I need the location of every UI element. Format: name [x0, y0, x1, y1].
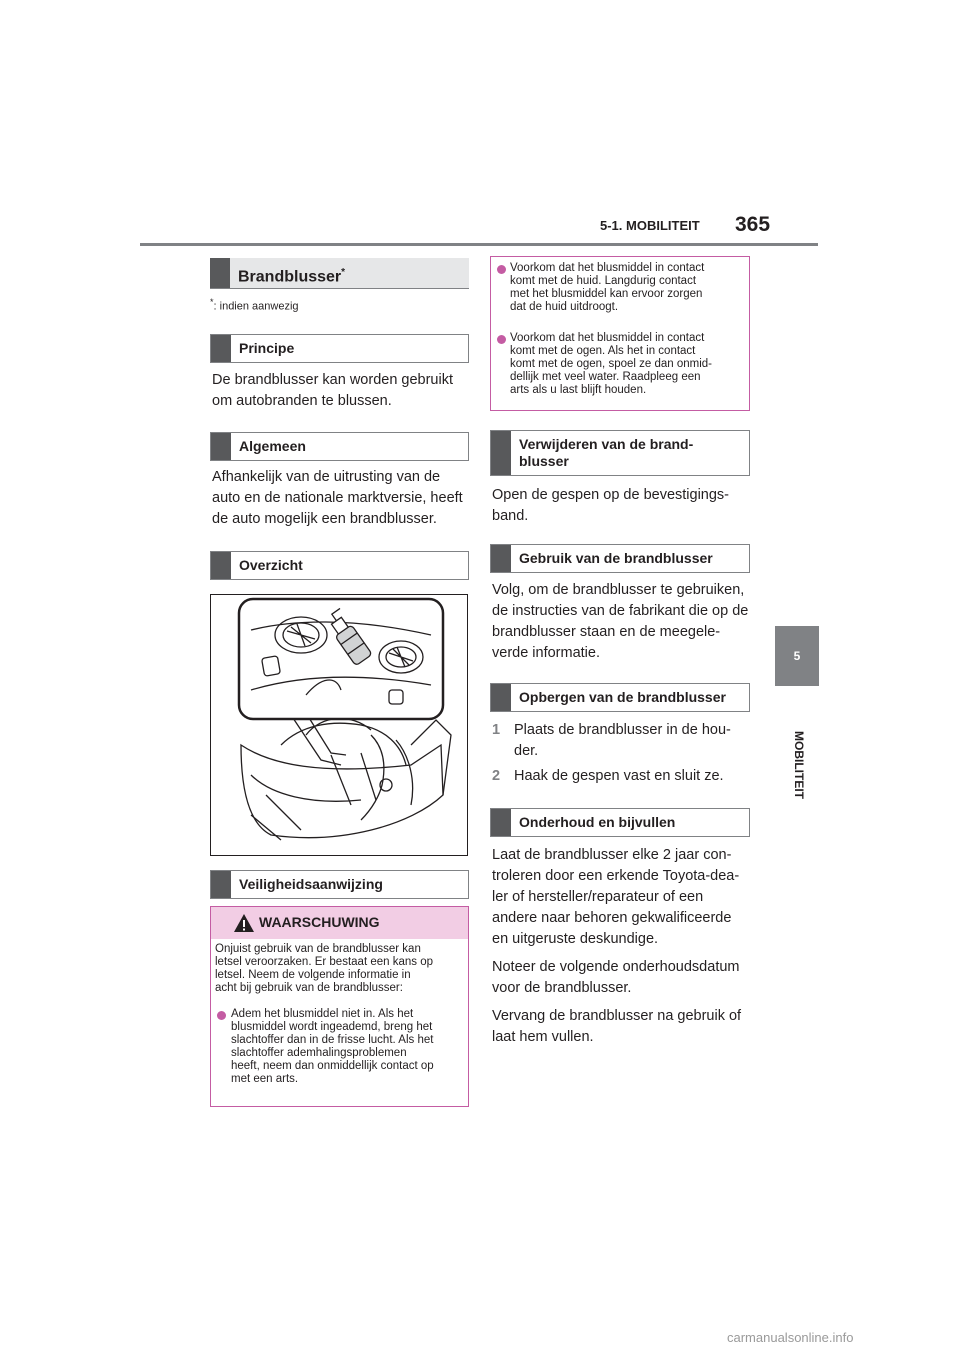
title-heading: [210, 258, 469, 289]
step-2: [492, 766, 500, 787]
heading-label: Algemeen: [239, 438, 306, 454]
heading-label: Onderhoud en bijvullen: [519, 814, 676, 830]
warning-box-continued: [490, 256, 750, 411]
step-1-text: Plaats de brandblusser in de hou- der.: [514, 722, 731, 759]
car-interior-illustration: [211, 595, 467, 855]
warning-triangle-icon: [233, 913, 255, 933]
bullet-icon: [217, 1011, 226, 1020]
heading-label: Principe: [239, 340, 295, 356]
watermark: carmanualsonline.info: [727, 1330, 854, 1345]
page-title: Brandblusser*: [238, 267, 346, 286]
page-number: 365: [735, 213, 771, 236]
heading-gebruik: [490, 544, 750, 573]
warning-header: [211, 907, 468, 939]
warning-box: [210, 906, 469, 1107]
chapter-side-label: MOBILITEIT: [792, 731, 806, 799]
heading-label: Gebruik van de brandblusser: [519, 550, 713, 566]
verwijderen-text: Open de gespen op de bevestigings- band.: [492, 487, 730, 524]
warning-title: WAARSCHUWING: [259, 914, 380, 930]
onderhoud-text: Laat de brandblusser elke 2 jaar con- troleren door een erkende Toyota-dea- ler of hersteller/reparateur of een andere naar behoren gekwalificeerde en uitgeruste deskundige. Noteer de volgende onderhoudsdatum voor de brandblusser. Vervang de brandblusser na gebruik of laat hem vullen.: [492, 847, 742, 1045]
heading-opbergen: [490, 683, 750, 712]
heading-label: Overzicht: [239, 557, 303, 573]
overview-illustration: [210, 594, 468, 856]
header-rule: [140, 243, 818, 246]
warning-bullet: Adem het blusmiddel niet in. Als het blusmiddel wordt ingeademd, breng het slachtoffer dan in de frisse lucht. Als het slachtoffer ademhalingsproblemen heeft, neem dan onmiddellijk contact op met een arts.: [231, 1008, 434, 1085]
gebruik-text: Volg, om de brandblusser te gebruiken, de instructies van de fabrikant die op de brandblusser staan en de meegele- verde informatie.: [492, 582, 749, 661]
heading-veiligheid: [210, 870, 469, 899]
algemeen-text: Afhankelijk van de uitrusting van de auto en de nationale marktversie, heeft de auto mogelijk een brandblusser.: [212, 469, 463, 527]
bullet-icon: [497, 335, 506, 344]
footnote: *: indien aanwezig: [210, 297, 299, 313]
heading-label: Opbergen van de brandblusser: [519, 689, 726, 705]
section-label: 5-1. MOBILITEIT: [600, 218, 700, 233]
heading-verwijderen: [490, 430, 750, 476]
warning-intro: Onjuist gebruik van de brandblusser kan letsel veroorzaken. Er bestaat een kans op letsel. Neem de volgende informatie in acht bij gebruik van de brandblusser:: [215, 943, 433, 994]
step-number: 2: [492, 768, 501, 784]
heading-principe: [210, 334, 469, 363]
heading-label: Verwijderen van de brand- blusser: [519, 436, 694, 469]
heading-overzicht: [210, 551, 469, 580]
step-1: [492, 720, 500, 741]
heading-label: Veiligheidsaanwijzing: [239, 876, 383, 892]
warning-bullet: Voorkom dat het blusmiddel in contact komt met de huid. Langdurig contact met het blusmiddel kan ervoor zorgen dat de huid uitdroogt.: [510, 262, 705, 313]
step-2-text: Haak de gespen vast en sluit ze.: [514, 768, 724, 784]
step-number: 1: [492, 722, 501, 738]
chapter-tab[interactable]: 5: [775, 626, 819, 686]
heading-algemeen: [210, 432, 469, 461]
principe-text: De brandblusser kan worden gebruikt om autobranden te blussen.: [212, 372, 453, 409]
heading-bar: [210, 258, 230, 288]
heading-onderhoud: [490, 808, 750, 837]
warning-bullet: Voorkom dat het blusmiddel in contact komt met de ogen. Als het in contact komt met de ogen, spoel ze dan onmid- dellijk met veel water. Raadpleeg een arts als u last blijft houden.: [510, 332, 713, 396]
bullet-icon: [497, 265, 506, 274]
